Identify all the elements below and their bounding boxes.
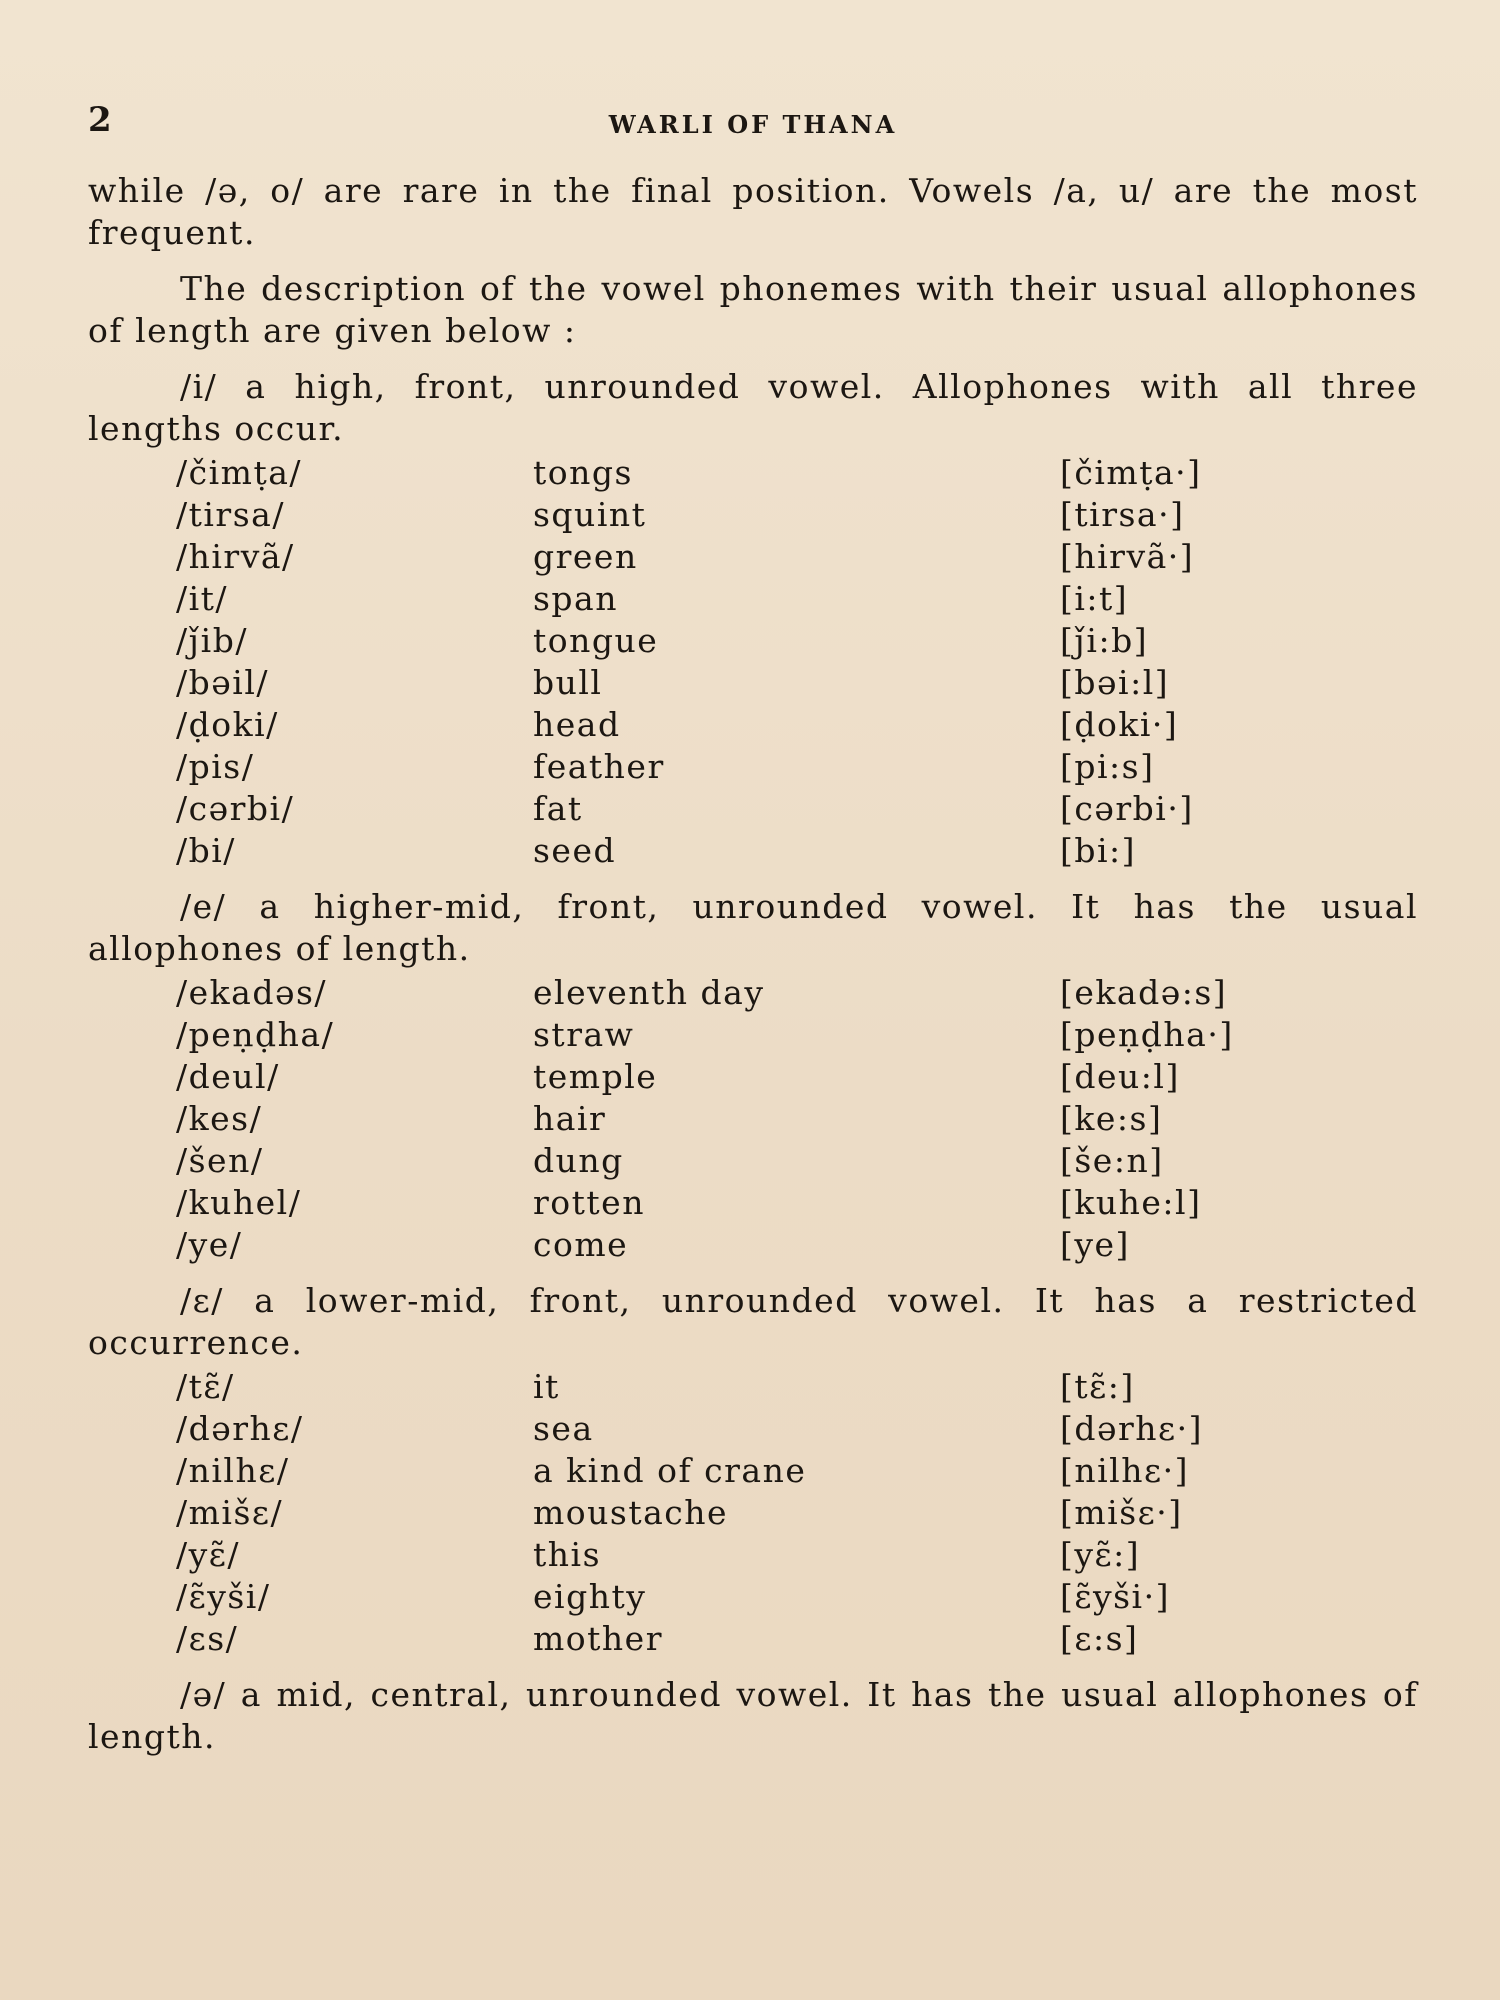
gloss: squint [533,495,647,534]
gloss: it [533,1367,560,1406]
example-row [88,620,1418,662]
gloss: dung [533,1141,624,1180]
phonetic-form: [ke:s] [1060,1099,1163,1138]
phonemic-form: /cərbi/ [176,789,295,828]
phonemic-form: /bi/ [176,831,236,870]
example-row [88,1576,1418,1618]
phonemic-form: /hirvã/ [176,537,295,576]
phonemic-form: /ḍoki/ [176,705,279,744]
phonemic-form: /šen/ [176,1141,264,1180]
phonetic-form: [še:n] [1060,1141,1164,1180]
gloss: eleventh day [533,973,765,1012]
vowel-section-e [88,886,1418,1266]
example-row [88,1182,1418,1224]
page-header [88,100,1418,140]
example-row [88,494,1418,536]
example-row [88,704,1418,746]
example-table [88,1366,1418,1660]
gloss: a kind of crane [533,1451,807,1490]
gloss: span [533,579,618,618]
example-row [88,1140,1418,1182]
phonemic-form: /bəil/ [176,663,269,702]
phonemic-form: /tirsa/ [176,495,285,534]
phonemic-form: /dərhɛ/ [176,1409,304,1448]
vowel-section-i [88,366,1418,872]
phonemic-form: /mišɛ/ [176,1493,284,1532]
phonetic-form: [ǰi:b] [1060,621,1149,660]
phonemic-form: /ɛ̃yši/ [176,1577,271,1616]
vowel-section-open-e [88,1280,1418,1660]
example-row [88,536,1418,578]
gloss: this [533,1535,602,1574]
section-lead: /e/ a higher-mid, front, unrounded vowel. It has the usual allophones of length. [88,887,1418,968]
phonemic-form: /ye/ [176,1225,243,1264]
gloss: straw [533,1015,635,1054]
phonemic-form: /ɛs/ [176,1619,239,1658]
gloss: green [533,537,638,576]
gloss: feather [533,747,665,786]
example-row [88,578,1418,620]
example-table [88,972,1418,1266]
phonetic-form: [ekadə:s] [1060,973,1228,1012]
example-row [88,788,1418,830]
example-row [88,1224,1418,1266]
phonetic-form: [cərbi·] [1060,789,1194,828]
example-row [88,662,1418,704]
phonemic-form: /pis/ [176,747,255,786]
gloss: come [533,1225,629,1264]
page-number: 2 [88,100,112,140]
phonetic-form: [hirvã·] [1060,537,1195,576]
gloss: hair [533,1099,607,1138]
phonemic-form: /it/ [176,579,229,618]
section-lead: /ə/ a mid, central, unrounded vowel. It has the usual allophones of length. [88,1675,1418,1756]
phonetic-form: [tirsa·] [1060,495,1185,534]
phonemic-form: /kuhel/ [176,1183,302,1222]
phonemic-form: /yɛ̃/ [176,1535,240,1574]
example-row [88,1408,1418,1450]
gloss: mother [533,1619,663,1658]
phonetic-form: [peṇḍha·] [1060,1015,1234,1054]
example-table [88,452,1418,872]
phonetic-form: [deu:l] [1060,1057,1180,1096]
example-row [88,1056,1418,1098]
phonetic-form: [bəi:l] [1060,663,1170,702]
gloss: moustache [533,1493,729,1532]
page-body [88,170,1418,1758]
example-row [88,1492,1418,1534]
phonemic-form: /ǰib/ [176,621,248,660]
phonetic-form: [čimṭa·] [1060,453,1202,492]
phonemic-form: /ekadəs/ [176,973,328,1012]
phonetic-form: [tɛ̃:] [1060,1367,1135,1406]
example-row [88,1534,1418,1576]
example-row [88,1014,1418,1056]
phonetic-form: [kuhe:l] [1060,1183,1202,1222]
example-row [88,1366,1418,1408]
gloss: bull [533,663,603,702]
description-paragraph: The description of the vowel phonemes with their usual allophones of length are given below : [88,269,1418,350]
phonetic-form: [dərhɛ·] [1060,1409,1204,1448]
phonetic-form: [bi:] [1060,831,1137,870]
gloss: head [533,705,621,744]
gloss: seed [533,831,617,870]
example-row [88,830,1418,872]
phonetic-form: [ye] [1060,1225,1130,1264]
section-lead: /ɛ/ a lower-mid, front, unrounded vowel. It has a restricted occurrence. [88,1281,1418,1362]
intro-paragraph: while /ə, o/ are rare in the final position. Vowels /a, u/ are the most frequent. [88,171,1418,252]
phonemic-form: /peṇḍha/ [176,1015,335,1054]
running-title: WARLI OF THANA [608,110,898,139]
example-row [88,1618,1418,1660]
gloss: rotten [533,1183,645,1222]
phonemic-form: /nilhɛ/ [176,1451,290,1490]
phonemic-form: /kes/ [176,1099,263,1138]
section-lead: /i/ a high, front, unrounded vowel. Allophones with all three lengths occur. [88,367,1418,448]
phonetic-form: [mišɛ·] [1060,1493,1183,1532]
example-row [88,746,1418,788]
gloss: sea [533,1409,594,1448]
phonetic-form: [i:t] [1060,579,1129,618]
phonemic-form: /tɛ̃/ [176,1367,235,1406]
example-row [88,452,1418,494]
example-row [88,1450,1418,1492]
phonetic-form: [ɛ:s] [1060,1619,1139,1658]
gloss: fat [533,789,583,828]
example-row [88,972,1418,1014]
phonemic-form: /deul/ [176,1057,280,1096]
gloss: temple [533,1057,658,1096]
gloss: eighty [533,1577,647,1616]
phonemic-form: /čimṭa/ [176,453,302,492]
gloss: tongue [533,621,659,660]
phonetic-form: [nilhɛ·] [1060,1451,1189,1490]
vowel-section-schwa [88,1674,1418,1758]
gloss: tongs [533,453,633,492]
phonetic-form: [yɛ̃:] [1060,1535,1141,1574]
phonetic-form: [pi:s] [1060,747,1155,786]
phonetic-form: [ḍoki·] [1060,705,1179,744]
phonetic-form: [ɛ̃yši·] [1060,1577,1170,1616]
example-row [88,1098,1418,1140]
